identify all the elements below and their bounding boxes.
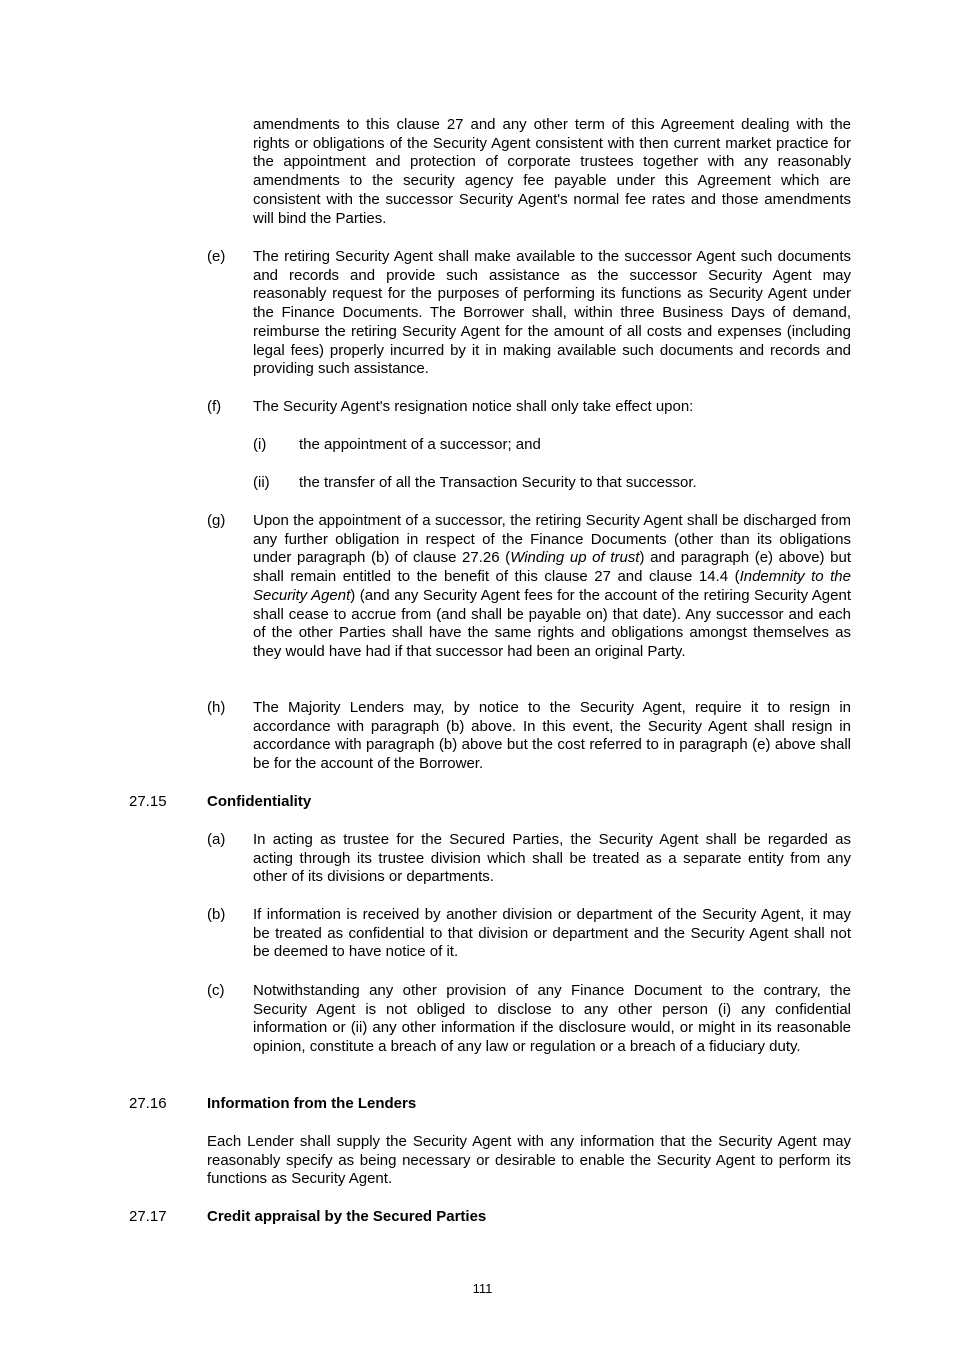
para-g-text-2: ) and paragraph (e) above) but shall remain entitled to the benefit of this clause 27 and clause 14.4 ( <box>253 549 852 586</box>
para-h-label: (h) <box>207 699 226 716</box>
section-27-15-b-text: If information is received by another division or department of the Security Agent, it may be treated as confidential to that division or department and the Security Agent shall not be deemed to have notice of it. <box>253 906 851 961</box>
para-f <box>253 398 851 417</box>
para-f-ii-label: (ii) <box>253 474 270 491</box>
section-27-15-b-label: (b) <box>207 906 226 923</box>
para-e <box>253 248 851 379</box>
section-27-15-c <box>253 982 851 1057</box>
para-g <box>253 512 851 662</box>
page-number: 111 <box>472 1281 493 1296</box>
para-f-i <box>299 436 851 455</box>
section-27-17-title: Credit appraisal by the Secured Parties <box>207 1208 487 1225</box>
section-27-15-a <box>253 831 851 887</box>
para-g-text-3: ) (and any Security Agent fees for the account of the retiring Security Agent shall cease to accrue from (and shall be payable on) that date). Any successor and each of the other Parties shall have the same rights and obligations amongst themselves as they would have had if that successor had been an original Party. <box>253 586 852 660</box>
para-e-label: (e) <box>207 248 226 265</box>
para-f-label: (f) <box>207 398 222 415</box>
para-g-italic-2: Indemnity to the Security Agent <box>253 568 851 604</box>
para-g-label: (g) <box>207 512 226 529</box>
para-f-text: The Security Agent's resignation notice shall only take effect upon: <box>253 398 694 415</box>
para-f-i-label: (i) <box>253 436 267 453</box>
intro-text: amendments to this clause 27 and any other term of this Agreement dealing with the rights or obligations of the Security Agent consistent with then current market practice for the appointment and protection of corporate trustees together with any reasonably amendments to the security agency fee payable under this Agreement which are consistent with the successor Security Agent's normal fee rates and those amendments will bind the Parties. <box>253 116 851 227</box>
section-27-16-body <box>207 1133 851 1189</box>
section-27-16-title: Information from the Lenders <box>207 1095 417 1112</box>
section-27-15-b <box>253 906 851 962</box>
para-h-text: The Majority Lenders may, by notice to the Security Agent, require it to resign in accordance with paragraph (b) above. In this event, the Security Agent shall resign in accordance with paragraph (b) above but the cost referred to in paragraph (e) above shall be for the account of the Borrower. <box>253 699 851 773</box>
section-27-16-text: Each Lender shall supply the Security Agent with any information that the Security Agent may reasonably specify as being necessary or desirable to enable the Security Agent to perform its functions as Security Agent. <box>207 1133 851 1188</box>
section-27-15-title: Confidentiality <box>207 793 312 810</box>
para-h <box>253 699 851 774</box>
para-g-text-1: Upon the appointment of a successor, the retiring Security Agent shall be discharged from any further obligation in respect of the Finance Documents (other than its obligations under paragraph (b) of clause 27.26 ( <box>253 512 851 567</box>
para-g-italic-1: Winding up of trust <box>510 549 640 567</box>
section-27-15-c-label: (c) <box>207 982 225 999</box>
para-g-text <box>253 512 851 662</box>
para-f-ii <box>299 474 851 493</box>
section-27-15-number: 27.15 <box>129 793 167 810</box>
section-27-17-number: 27.17 <box>129 1208 167 1225</box>
para-e-text: The retiring Security Agent shall make available to the successor Agent such documents and records and provide such assistance as the successor Security Agent may reasonably request for the purposes of performing its functions as Security Agent under the Finance Documents. The Borrower shall, within three Business Days of demand, reimburse the retiring Security Agent for the amount of all costs and expenses (including legal fees) properly incurred by it in making available such documents and records and providing such assistance. <box>253 248 851 378</box>
section-27-15-a-text: In acting as trustee for the Secured Parties, the Security Agent shall be regarded as acting through its trustee division which shall be treated as a separate entity from any other of its divisions or departments. <box>253 831 851 886</box>
section-27-16-number: 27.16 <box>129 1095 167 1112</box>
section-27-15-c-text: Notwithstanding any other provision of any Finance Document to the contrary, the Security Agent is not obliged to disclose to any other person (i) any confidential information or (ii) any other information if the disclosure would, or might in its reasonable opinion, constitute a breach of any law or regulation or a breach of a fiduciary duty. <box>253 982 851 1056</box>
section-27-15-a-label: (a) <box>207 831 226 848</box>
intro-paragraph <box>253 116 851 228</box>
para-f-i-text: the appointment of a successor; and <box>299 436 541 453</box>
para-f-ii-text: the transfer of all the Transaction Security to that successor. <box>299 474 697 491</box>
